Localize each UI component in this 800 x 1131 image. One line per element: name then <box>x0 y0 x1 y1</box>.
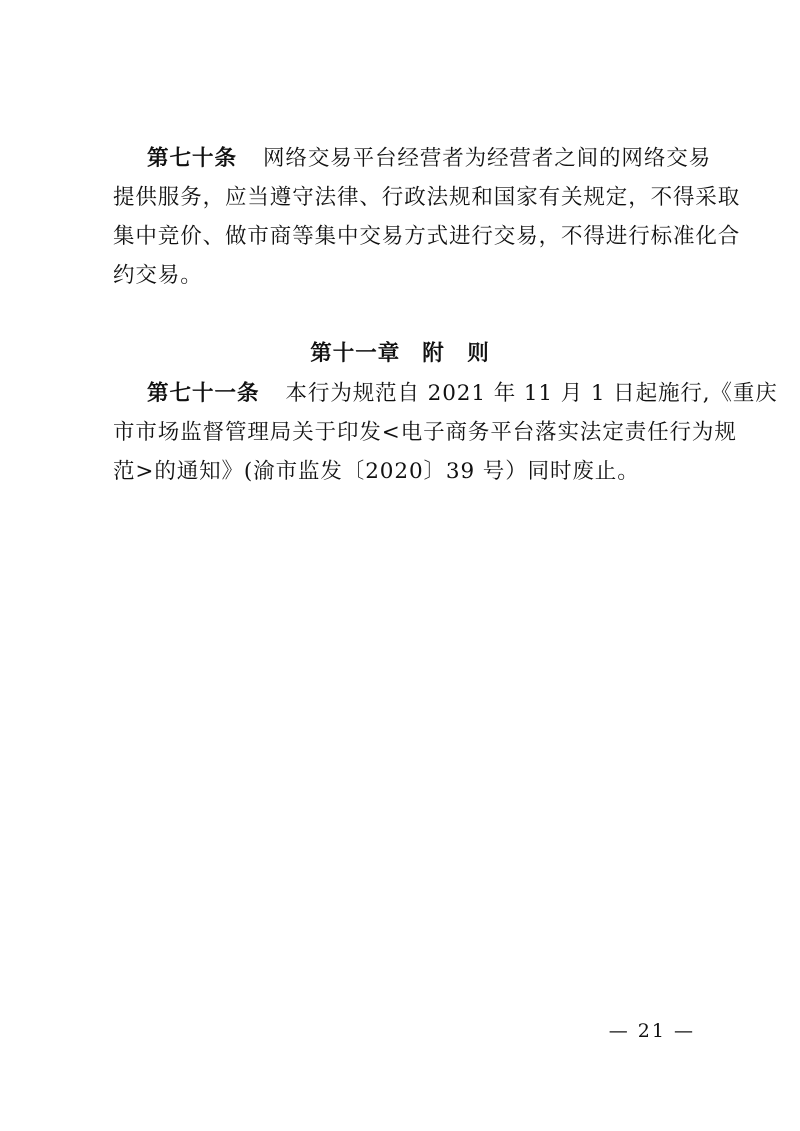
article-71-title: 第七十一条 <box>147 381 260 406</box>
chapter-heading <box>0 335 800 373</box>
article-71-line-2: 市市场监督管理局关于印发<电子商务平台落实法定责任行为规 <box>113 420 737 445</box>
article-70-title: 第七十条 <box>147 146 238 171</box>
chapter-title: 附 则 <box>422 341 490 366</box>
article-70-line-2: 提供服务，应当遵守法律、行政法规和国家有关规定，不得采取 <box>113 185 741 210</box>
article-70-line-1 <box>113 140 712 178</box>
article-71-line-3: 范>的通知》(渝市监发〔2020〕39 号）同时废止。 <box>113 459 640 484</box>
article-71-line-1 <box>113 375 778 413</box>
chapter-number: 第十一章 <box>310 341 401 366</box>
article-71-text-1: 本行为规范自 2021 年 11 月 1 日起施行,《重庆 <box>285 381 778 406</box>
page-number: — 21 — <box>608 1020 695 1042</box>
article-70-text-1: 网络交易平台经营者为经营者之间的网络交易 <box>263 146 712 171</box>
article-70-line-3: 集中竞价、做市商等集中交易方式进行交易，不得进行标准化合 <box>113 224 741 249</box>
article-70-line-4: 约交易。 <box>113 263 203 288</box>
